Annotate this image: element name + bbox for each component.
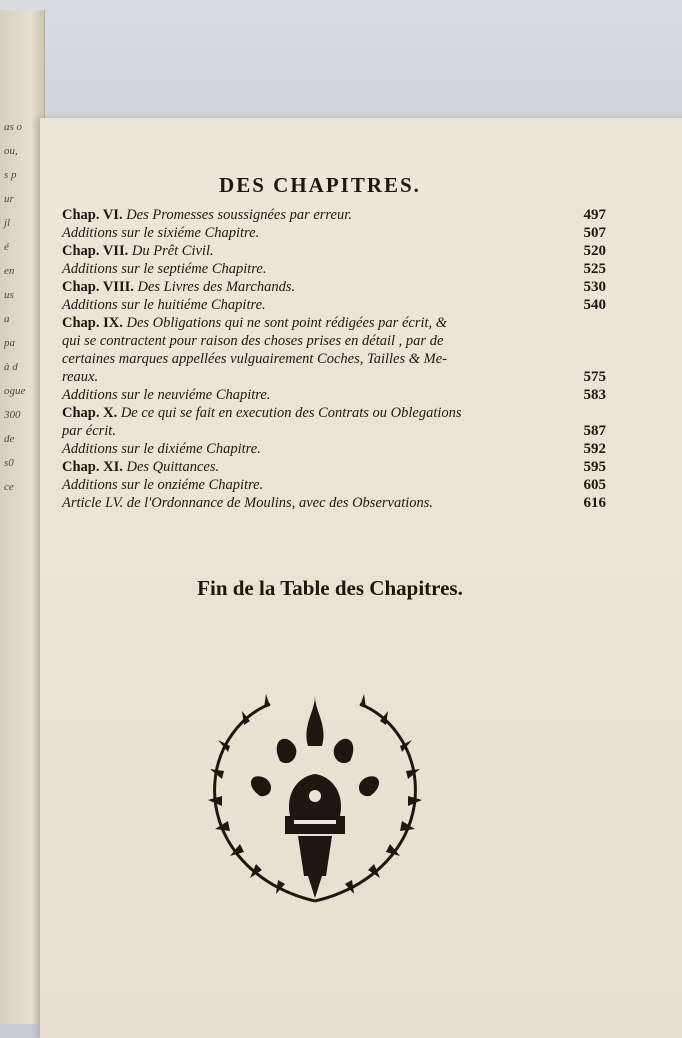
chapter-label: Chap. VII. bbox=[62, 243, 129, 259]
end-note: Fin de la Table des Chapitres. bbox=[197, 576, 463, 600]
edge-text-fragment: pa bbox=[4, 337, 15, 349]
edge-text-fragment: as o bbox=[4, 121, 23, 133]
entry-title: Des Promesses soussignées par erreur. bbox=[126, 207, 352, 223]
edge-text-fragment: ur bbox=[4, 193, 14, 205]
entry-title: Additions sur le sixiéme Chapitre. bbox=[62, 225, 260, 241]
chapter-label: Chap. XI. bbox=[62, 459, 123, 475]
edge-text-fragment: en bbox=[4, 265, 15, 277]
entry-title: Du Prêt Civil. bbox=[131, 243, 214, 259]
toc-entry bbox=[62, 224, 606, 242]
entry-title: certaines marques appellées vulguairement Coches, Tailles & Me- bbox=[62, 351, 447, 367]
edge-text-fragment: ce bbox=[4, 481, 14, 493]
toc-entry bbox=[62, 368, 606, 386]
toc-entry bbox=[62, 386, 606, 404]
page-number: 592 bbox=[583, 441, 606, 457]
page-number: 507 bbox=[583, 225, 606, 241]
edge-text-fragment: a bbox=[4, 313, 10, 325]
edge-text-fragment: jl bbox=[4, 217, 11, 229]
page-number: 540 bbox=[583, 297, 606, 313]
chapter-label: Chap. VI. bbox=[62, 207, 123, 223]
woodcut-ornament-icon bbox=[190, 686, 440, 921]
entry-title: Additions sur le dixiéme Chapitre. bbox=[62, 441, 261, 457]
toc-entry bbox=[62, 476, 606, 494]
table-of-contents bbox=[62, 206, 606, 512]
page-number: 605 bbox=[583, 477, 606, 493]
page-number: 583 bbox=[583, 387, 606, 403]
chapter-label: Chap. IX. bbox=[62, 315, 123, 331]
edge-text-fragment: à d bbox=[4, 361, 18, 373]
entry-title: par écrit. bbox=[62, 423, 116, 439]
edge-text-fragment: s0 bbox=[4, 457, 14, 469]
chapter-label: Chap. X. bbox=[62, 405, 118, 421]
edge-text-fragment: s p bbox=[4, 169, 17, 181]
edge-text-fragment: us bbox=[4, 289, 14, 301]
entry-title: Additions sur le septiéme Chapitre. bbox=[62, 261, 267, 277]
facing-page-edge bbox=[0, 10, 45, 1024]
toc-entry bbox=[62, 494, 606, 512]
entry-title: De ce qui se fait en execution des Contrats ou Oblegations bbox=[120, 405, 462, 421]
toc-entry bbox=[62, 296, 606, 314]
toc-entry bbox=[62, 278, 606, 296]
page-number: 497 bbox=[583, 207, 606, 223]
edge-text-fragment: ou, bbox=[4, 145, 18, 157]
page-number: 616 bbox=[583, 495, 606, 511]
page-number: 520 bbox=[583, 243, 606, 259]
page-heading: DES CHAPITRES. bbox=[219, 173, 421, 197]
entry-title: Additions sur le onziéme Chapitre. bbox=[62, 477, 264, 493]
book-page bbox=[40, 118, 682, 1038]
entry-title: Des Livres des Marchands. bbox=[137, 279, 296, 295]
entry-title: Article LV. de l'Ordonnance de Moulins, avec des Observations. bbox=[62, 495, 434, 511]
page-number: 575 bbox=[583, 369, 606, 385]
chapter-label: Chap. VIII. bbox=[62, 279, 134, 295]
entry-title: Des Quittances. bbox=[126, 459, 220, 475]
edge-text-fragment: ogue bbox=[4, 385, 26, 397]
toc-entry bbox=[62, 260, 606, 278]
toc-entry bbox=[62, 440, 606, 458]
entry-title: Additions sur le neuviéme Chapitre. bbox=[62, 387, 271, 403]
toc-entry bbox=[62, 206, 606, 224]
entry-title: reaux. bbox=[62, 369, 99, 385]
toc-entry bbox=[62, 314, 598, 332]
edge-text-fragment: é bbox=[4, 241, 9, 253]
page-number: 595 bbox=[583, 459, 606, 475]
toc-entry bbox=[62, 458, 606, 476]
entry-title: qui se contractent pour raison des choses prises en détail , par de bbox=[62, 333, 444, 349]
edge-text-fragment: 300 bbox=[4, 409, 21, 421]
page-number: 525 bbox=[583, 261, 606, 277]
toc-entry bbox=[62, 422, 606, 440]
toc-entry bbox=[62, 350, 598, 368]
page-number: 530 bbox=[583, 279, 606, 295]
edge-text-fragment: de bbox=[4, 433, 15, 445]
toc-entry bbox=[62, 332, 598, 350]
toc-entry bbox=[62, 242, 606, 260]
entry-title: Des Obligations qui ne sont point rédigées par écrit, & bbox=[126, 315, 448, 331]
page-number: 587 bbox=[583, 423, 606, 439]
entry-title: Additions sur le huitiéme Chapitre. bbox=[62, 297, 266, 313]
toc-entry bbox=[62, 404, 598, 422]
